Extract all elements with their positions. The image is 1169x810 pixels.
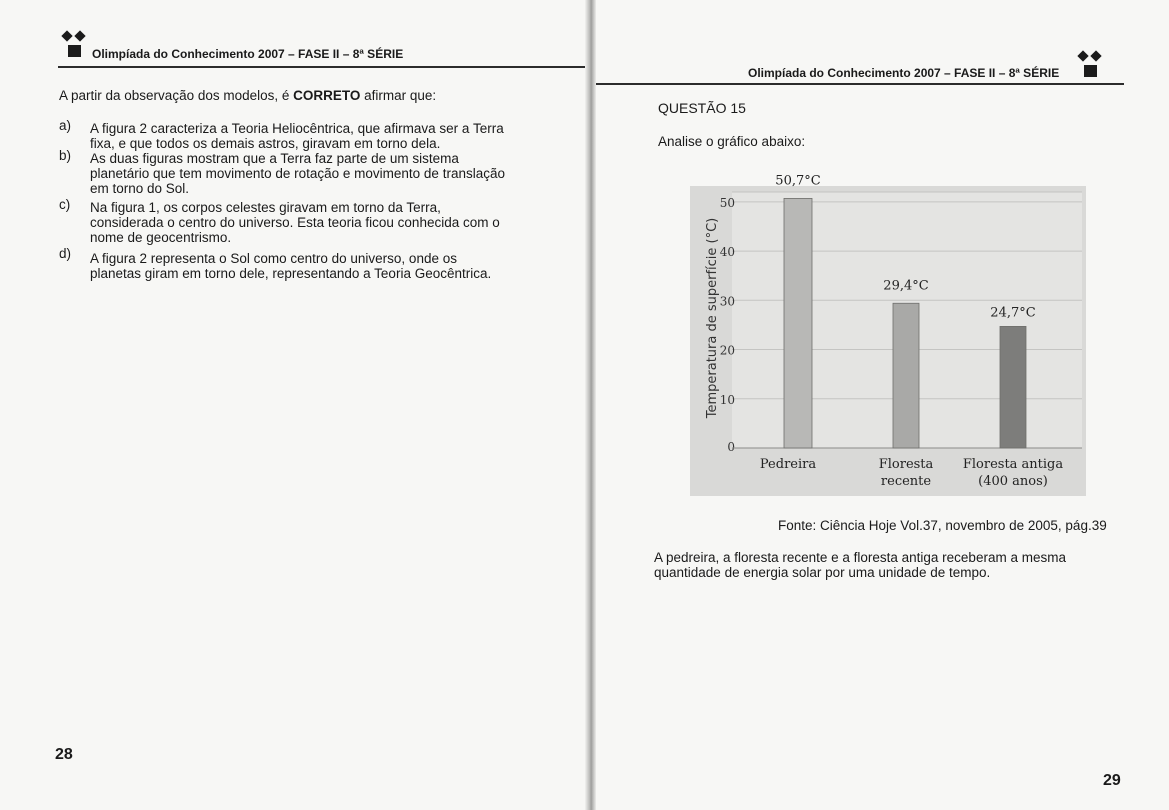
page-number: 29 — [1103, 772, 1121, 789]
option-b-text: As duas figuras mostram que a Terra faz parte de um sistema planetário que tem movimento de rotação e movimento de translação em torno do Sol. — [90, 151, 505, 196]
option-c-letter: c) — [59, 197, 71, 212]
category-label: recente — [880, 474, 932, 489]
option-a-text: A figura 2 caracteriza a Teoria Heliocêntrica, que afirmava ser a Terra fixa, e que todos os demais astros, giravam em torno dela. — [90, 121, 504, 151]
option-b-letter: b) — [59, 148, 72, 163]
data-label-3: 24,7°C — [990, 305, 1036, 321]
chart-svg — [690, 173, 1086, 496]
y-tick-label: 20 — [719, 343, 735, 358]
bar-3 — [1000, 326, 1026, 448]
header-title: Olimpíada do Conhecimento 2007 – FASE II – 8ª SÉRIE — [748, 66, 1060, 80]
temperature-chart — [690, 173, 1086, 496]
category-label: Floresta antiga — [962, 457, 1064, 472]
option-d-text: A figura 2 representa o Sol como centro do universo, onde os planetas giram em torno dele, representando a Teoria Geocêntrica. — [90, 251, 492, 281]
question-title: QUESTÃO 15 — [658, 100, 746, 116]
header-title: Olimpíada do Conhecimento 2007 – FASE II – 8ª SÉRIE — [92, 47, 404, 61]
y-tick-label: 10 — [719, 392, 735, 407]
olympiad-logo-icon — [1078, 50, 1104, 80]
book-gutter — [585, 0, 596, 810]
question-prompt: Analise o gráfico abaixo: — [658, 134, 806, 149]
bar-2 — [893, 303, 919, 448]
question-statement: A pedreira, a floresta recente e a floresta antiga receberam a mesma quantidade de energia solar por uma unidade de tempo. — [654, 550, 1066, 580]
y-tick-label: 0 — [727, 440, 735, 454]
category-label: Pedreira — [759, 457, 817, 472]
page-number: 28 — [55, 746, 73, 763]
bar-1 — [784, 198, 812, 448]
olympiad-logo-icon — [62, 30, 88, 60]
option-d-letter: d) — [59, 246, 72, 261]
header-rule — [58, 66, 585, 68]
chart-source: Fonte: Ciência Hoje Vol.37, novembro de 2005, pág.39 — [778, 518, 1107, 533]
y-tick-label: 50 — [719, 195, 735, 210]
category-label: (400 anos) — [978, 474, 1048, 489]
data-label-2: 29,4°C — [883, 278, 929, 294]
right-page — [596, 0, 1169, 810]
y-tick-label: 40 — [719, 245, 735, 260]
y-axis-label: Temperatura de superfície (°C) — [705, 217, 720, 419]
option-a-letter: a) — [59, 118, 72, 133]
question-intro: A partir da observação dos modelos, é CORRETO afirmar que: — [59, 88, 437, 103]
header-rule — [596, 83, 1124, 85]
option-c-text: Na figura 1, os corpos celestes giravam em torno da Terra, considerada o centro do universo. Esta teoria ficou conhecida com o nome de geocentrismo. — [90, 200, 500, 245]
category-label: Floresta — [878, 457, 934, 472]
y-tick-label: 30 — [719, 294, 735, 309]
data-label-1: 50,7°C — [775, 173, 821, 189]
